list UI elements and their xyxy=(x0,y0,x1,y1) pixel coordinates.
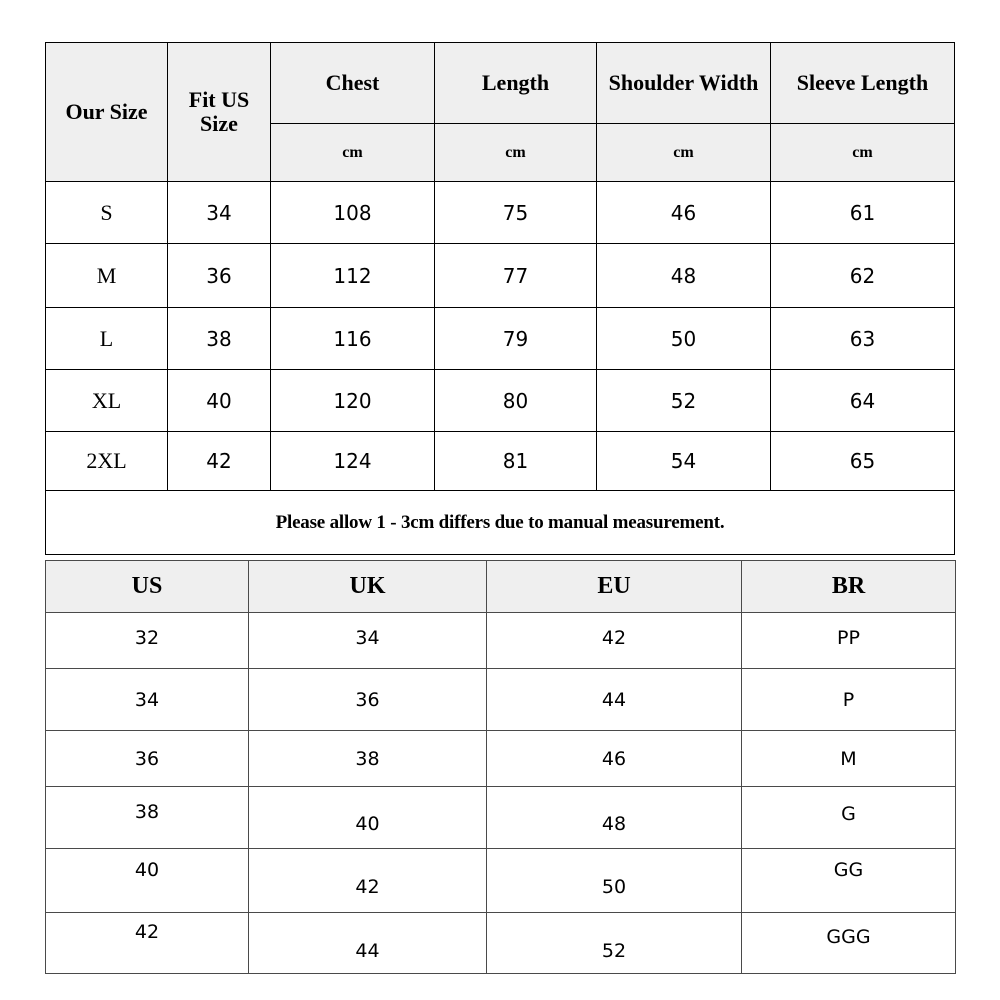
cell-br xyxy=(742,731,956,787)
cell-fit-us: 34 xyxy=(168,182,271,244)
table-row xyxy=(46,432,955,491)
cell-us xyxy=(46,787,249,849)
cell-br xyxy=(742,613,956,669)
table-row xyxy=(46,613,956,669)
cell-fit-us: 40 xyxy=(168,370,271,432)
cell-uk xyxy=(249,613,487,669)
table-row xyxy=(46,731,956,787)
cell-length: 80 xyxy=(435,370,597,432)
cell-shoulder: 52 xyxy=(597,370,771,432)
cell-eu xyxy=(487,731,742,787)
unit-sleeve-length: cm xyxy=(771,124,955,182)
cell-chest: 116 xyxy=(271,308,435,370)
cell-us xyxy=(46,613,249,669)
unit-length: cm xyxy=(435,124,597,182)
header-eu: EU xyxy=(487,561,742,613)
size-conversion-table xyxy=(45,560,956,974)
cell-eu-value: 44 xyxy=(601,688,627,711)
cell-us-value: 42 xyxy=(134,921,160,943)
cell-us-value: 32 xyxy=(134,626,160,649)
measurement-note: Please allow 1 - 3cm differs due to manual measurement. xyxy=(46,491,955,555)
cell-shoulder: 48 xyxy=(597,244,771,308)
cell-br xyxy=(742,669,956,731)
table-row xyxy=(46,308,955,370)
cell-uk xyxy=(249,731,487,787)
cell-chest: 112 xyxy=(271,244,435,308)
header-our-size: Our Size xyxy=(46,43,168,182)
cell-sleeve: 65 xyxy=(771,432,955,491)
header-us: US xyxy=(46,561,249,613)
unit-shoulder-width: cm xyxy=(597,124,771,182)
cell-uk xyxy=(249,787,487,849)
cell-us xyxy=(46,731,249,787)
cell-size: S xyxy=(46,182,168,244)
table-row xyxy=(46,787,956,849)
header-length: Length xyxy=(435,43,597,124)
header-fit-us-line2: Size xyxy=(200,111,238,136)
cell-uk-value: 40 xyxy=(355,812,380,835)
header-fit-us-size xyxy=(168,43,271,182)
table-row xyxy=(46,669,956,731)
cell-sleeve: 61 xyxy=(771,182,955,244)
cell-us xyxy=(46,849,249,913)
header-sleeve-length: Sleeve Length xyxy=(771,43,955,124)
cell-size: M xyxy=(46,244,168,308)
header-br: BR xyxy=(742,561,956,613)
cell-eu xyxy=(487,913,742,974)
cell-br xyxy=(742,913,956,974)
unit-chest: cm xyxy=(271,124,435,182)
cell-uk-value: 38 xyxy=(355,747,380,770)
cell-eu xyxy=(487,613,742,669)
cell-chest: 124 xyxy=(271,432,435,491)
table-row xyxy=(46,849,956,913)
cell-eu-value: 52 xyxy=(601,940,627,962)
header-chest: Chest xyxy=(271,43,435,124)
cell-us-value: 34 xyxy=(134,688,160,711)
cell-eu-value: 50 xyxy=(601,875,627,898)
cell-eu-value: 46 xyxy=(601,747,627,770)
cell-us xyxy=(46,913,249,974)
cell-fit-us: 38 xyxy=(168,308,271,370)
cell-shoulder: 50 xyxy=(597,308,771,370)
cell-eu xyxy=(487,849,742,913)
header-shoulder-width: Shoulder Width xyxy=(597,43,771,124)
cell-length: 79 xyxy=(435,308,597,370)
cell-chest: 120 xyxy=(271,370,435,432)
table-row xyxy=(46,182,955,244)
cell-us-value: 36 xyxy=(134,747,160,770)
cell-length: 77 xyxy=(435,244,597,308)
cell-sleeve: 62 xyxy=(771,244,955,308)
cell-sleeve: 64 xyxy=(771,370,955,432)
cell-uk-value: 36 xyxy=(355,688,380,711)
cell-eu-value: 42 xyxy=(601,626,627,649)
cell-br-value: G xyxy=(841,802,856,825)
table-row xyxy=(46,370,955,432)
size-chart-table xyxy=(45,42,955,555)
cell-shoulder: 54 xyxy=(597,432,771,491)
cell-eu xyxy=(487,669,742,731)
cell-br xyxy=(742,787,956,849)
cell-size: 2XL xyxy=(46,432,168,491)
cell-eu xyxy=(487,787,742,849)
cell-fit-us: 36 xyxy=(168,244,271,308)
cell-br-value: M xyxy=(840,747,857,770)
cell-br-value: GGG xyxy=(826,926,871,948)
table-row xyxy=(46,244,955,308)
cell-us xyxy=(46,669,249,731)
cell-size: XL xyxy=(46,370,168,432)
cell-br-value: GG xyxy=(833,858,864,881)
cell-uk xyxy=(249,849,487,913)
cell-chest: 108 xyxy=(271,182,435,244)
header-fit-us-line1: Fit US xyxy=(188,87,250,112)
cell-br-value: P xyxy=(842,688,855,711)
cell-eu-value: 48 xyxy=(601,812,627,835)
cell-sleeve: 63 xyxy=(771,308,955,370)
table-row xyxy=(46,913,956,974)
cell-br-value: PP xyxy=(837,626,860,649)
cell-uk-value: 42 xyxy=(355,875,380,898)
cell-br xyxy=(742,849,956,913)
cell-shoulder: 46 xyxy=(597,182,771,244)
cell-size: L xyxy=(46,308,168,370)
cell-uk xyxy=(249,669,487,731)
cell-length: 75 xyxy=(435,182,597,244)
cell-us-value: 38 xyxy=(134,800,160,823)
cell-uk-value: 34 xyxy=(355,626,380,649)
cell-length: 81 xyxy=(435,432,597,491)
cell-uk xyxy=(249,913,487,974)
header-uk: UK xyxy=(249,561,487,613)
cell-uk-value: 44 xyxy=(355,940,380,962)
cell-us-value: 40 xyxy=(134,858,160,881)
cell-fit-us: 42 xyxy=(168,432,271,491)
